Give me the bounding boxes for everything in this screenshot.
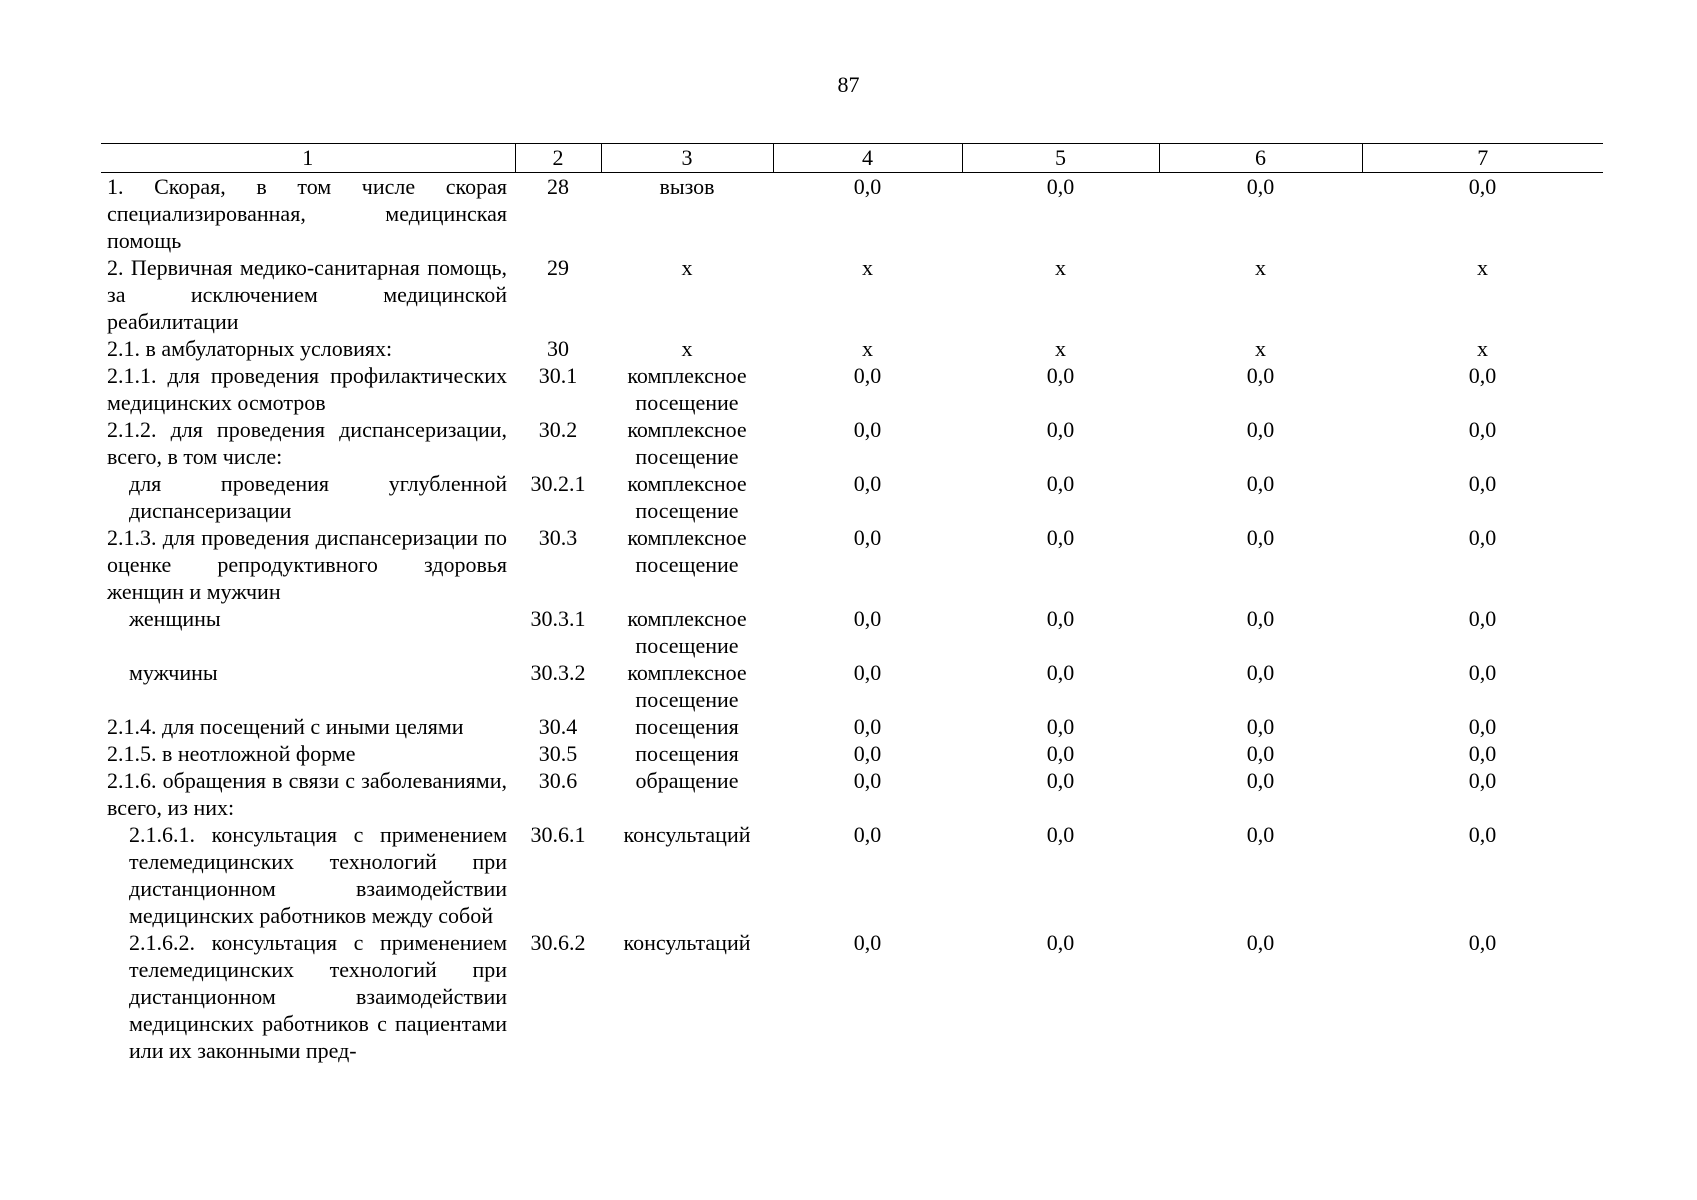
row-value-col-7: 0,0 xyxy=(1468,822,1497,847)
table-row xyxy=(101,335,1603,362)
row-name-cell: 2.1. в амбулаторных условиях: xyxy=(107,336,393,361)
row-value-col-7: 0,0 xyxy=(1468,525,1497,550)
row-code-cell: 30.1 xyxy=(538,363,578,388)
row-unit-cell: х xyxy=(681,336,693,361)
row-value-col-7: 0,0 xyxy=(1468,714,1497,739)
header-col-3: 3 xyxy=(601,144,773,173)
row-code-cell: 29 xyxy=(547,255,569,280)
row-code-cell: 30 xyxy=(547,336,569,361)
row-value-col-4: 0,0 xyxy=(853,174,882,199)
row-code-cell: 30.2 xyxy=(538,417,578,442)
row-code-cell: 30.3.1 xyxy=(530,606,586,631)
row-value-col-5: 0,0 xyxy=(1046,471,1075,496)
table-row xyxy=(101,767,1603,821)
row-unit-cell: комплексное посещение xyxy=(627,606,747,658)
row-value-col-4: 0,0 xyxy=(853,741,882,766)
row-name-cell: женщины xyxy=(129,606,221,631)
row-value-col-6: 0,0 xyxy=(1246,660,1275,685)
row-value-col-5: х xyxy=(1055,336,1066,361)
row-value-col-7: 0,0 xyxy=(1468,471,1497,496)
header-col-5: 5 xyxy=(962,144,1159,173)
table-row xyxy=(101,605,1603,659)
row-value-col-6: 0,0 xyxy=(1246,525,1275,550)
row-name-cell: 2. Первичная медико-санитарная помощь, за исключением медицинской реабилитации xyxy=(107,255,507,334)
row-unit-cell: комплексное посещение xyxy=(627,525,747,577)
row-value-col-5: 0,0 xyxy=(1046,930,1075,955)
row-value-col-6: 0,0 xyxy=(1246,363,1275,388)
row-value-col-5: 0,0 xyxy=(1046,525,1075,550)
row-value-col-7: 0,0 xyxy=(1468,363,1497,388)
row-unit-cell: консультаций xyxy=(623,822,751,847)
row-unit-cell: комплексное посещение xyxy=(627,660,747,712)
row-value-col-4: х xyxy=(862,255,873,280)
row-unit-cell: комплексное посещение xyxy=(627,417,747,469)
row-name-cell: 2.1.6.2. консультация с применением телемедицинских технологий при дистанционном взаимодействии медицинских работников с пациентами или их законными пред- xyxy=(129,930,507,1063)
row-value-col-6: 0,0 xyxy=(1246,174,1275,199)
page-number: 87 xyxy=(837,72,860,97)
row-value-col-5: 0,0 xyxy=(1046,174,1075,199)
row-value-col-4: 0,0 xyxy=(853,660,882,685)
row-unit-cell: комплексное посещение xyxy=(627,471,747,523)
row-value-col-6: 0,0 xyxy=(1246,417,1275,442)
row-name-cell: 2.1.3. для проведения диспансеризации по оценке репродуктивного здоровья женщин и мужчин xyxy=(107,525,507,604)
row-value-col-4: 0,0 xyxy=(853,363,882,388)
row-name-cell: 2.1.1. для проведения профилактических медицинских осмотров xyxy=(107,363,507,415)
row-value-col-5: 0,0 xyxy=(1046,714,1075,739)
row-code-cell: 30.6 xyxy=(538,768,578,793)
row-value-col-6: 0,0 xyxy=(1246,930,1275,955)
row-value-col-7: 0,0 xyxy=(1468,417,1497,442)
header-col-7: 7 xyxy=(1362,144,1603,173)
table-row xyxy=(101,362,1603,416)
row-code-cell: 30.3 xyxy=(538,525,578,550)
row-name-cell: 2.1.4. для посещений с иными целями xyxy=(107,714,464,739)
table-row xyxy=(101,416,1603,470)
row-value-col-7: х xyxy=(1477,336,1488,361)
table-row xyxy=(101,659,1603,713)
row-value-col-4: 0,0 xyxy=(853,417,882,442)
row-code-cell: 30.5 xyxy=(538,741,578,766)
row-value-col-5: 0,0 xyxy=(1046,768,1075,793)
row-value-col-6: 0,0 xyxy=(1246,606,1275,631)
table-row xyxy=(101,173,1603,255)
row-name-cell: для проведения углубленной диспансеризации xyxy=(129,471,507,523)
row-name-cell: 2.1.6. обращения в связи с заболеваниями, всего, из них: xyxy=(107,768,507,820)
row-value-col-7: х xyxy=(1477,255,1488,280)
row-code-cell: 30.6.1 xyxy=(530,822,586,847)
table-row xyxy=(101,254,1603,335)
row-unit-cell: вызов xyxy=(659,174,715,199)
row-value-col-4: 0,0 xyxy=(853,714,882,739)
row-value-col-6: 0,0 xyxy=(1246,471,1275,496)
row-unit-cell: х xyxy=(681,255,693,280)
row-name-cell: 2.1.2. для проведения диспансеризации, всего, в том числе: xyxy=(107,417,507,469)
row-value-col-5: 0,0 xyxy=(1046,822,1075,847)
row-code-cell: 30.2.1 xyxy=(530,471,586,496)
row-value-col-4: х xyxy=(862,336,873,361)
table-row xyxy=(101,713,1603,740)
row-value-col-5: 0,0 xyxy=(1046,363,1075,388)
row-unit-cell: комплексное посещение xyxy=(627,363,747,415)
row-value-col-6: 0,0 xyxy=(1246,714,1275,739)
row-value-col-6: х xyxy=(1255,336,1266,361)
row-value-col-7: 0,0 xyxy=(1468,660,1497,685)
row-name-cell: мужчины xyxy=(129,660,218,685)
table-row xyxy=(101,470,1603,524)
row-name-cell: 2.1.6.1. консультация с применением телемедицинских технологий при дистанционном взаимодействии медицинских работников между собой xyxy=(129,822,507,928)
header-col-4: 4 xyxy=(773,144,962,173)
row-name-cell: 1. Скорая, в том числе скорая специализированная, медицинская помощь xyxy=(107,174,507,253)
table-row xyxy=(101,821,1603,929)
header-col-2: 2 xyxy=(515,144,601,173)
row-value-col-4: 0,0 xyxy=(853,930,882,955)
table-row xyxy=(101,740,1603,767)
row-value-col-7: 0,0 xyxy=(1468,606,1497,631)
row-value-col-7: 0,0 xyxy=(1468,741,1497,766)
row-code-cell: 28 xyxy=(547,174,569,199)
row-unit-cell: посещения xyxy=(635,714,739,739)
row-unit-cell: консультаций xyxy=(623,930,751,955)
header-row xyxy=(101,144,1603,173)
row-value-col-6: 0,0 xyxy=(1246,822,1275,847)
row-unit-cell: посещения xyxy=(635,741,739,766)
row-value-col-5: 0,0 xyxy=(1046,606,1075,631)
row-value-col-7: 0,0 xyxy=(1468,930,1497,955)
data-table xyxy=(101,143,1603,1064)
row-value-col-5: х xyxy=(1055,255,1066,280)
row-unit-cell: обращение xyxy=(635,768,739,793)
header-col-1: 1 xyxy=(101,144,515,173)
row-value-col-7: 0,0 xyxy=(1468,768,1497,793)
row-value-col-6: 0,0 xyxy=(1246,741,1275,766)
row-value-col-4: 0,0 xyxy=(853,768,882,793)
row-value-col-4: 0,0 xyxy=(853,525,882,550)
row-value-col-4: 0,0 xyxy=(853,822,882,847)
table-body xyxy=(101,173,1603,1065)
row-value-col-7: 0,0 xyxy=(1468,174,1497,199)
row-name-cell: 2.1.5. в неотложной форме xyxy=(107,741,356,766)
row-value-col-4: 0,0 xyxy=(853,606,882,631)
table-row xyxy=(101,929,1603,1064)
header-col-6: 6 xyxy=(1159,144,1362,173)
row-code-cell: 30.4 xyxy=(538,714,578,739)
table-row xyxy=(101,524,1603,605)
row-code-cell: 30.3.2 xyxy=(530,660,586,685)
row-value-col-6: х xyxy=(1255,255,1266,280)
row-value-col-5: 0,0 xyxy=(1046,417,1075,442)
row-value-col-5: 0,0 xyxy=(1046,741,1075,766)
row-value-col-6: 0,0 xyxy=(1246,768,1275,793)
row-value-col-4: 0,0 xyxy=(853,471,882,496)
row-code-cell: 30.6.2 xyxy=(530,930,586,955)
row-value-col-5: 0,0 xyxy=(1046,660,1075,685)
